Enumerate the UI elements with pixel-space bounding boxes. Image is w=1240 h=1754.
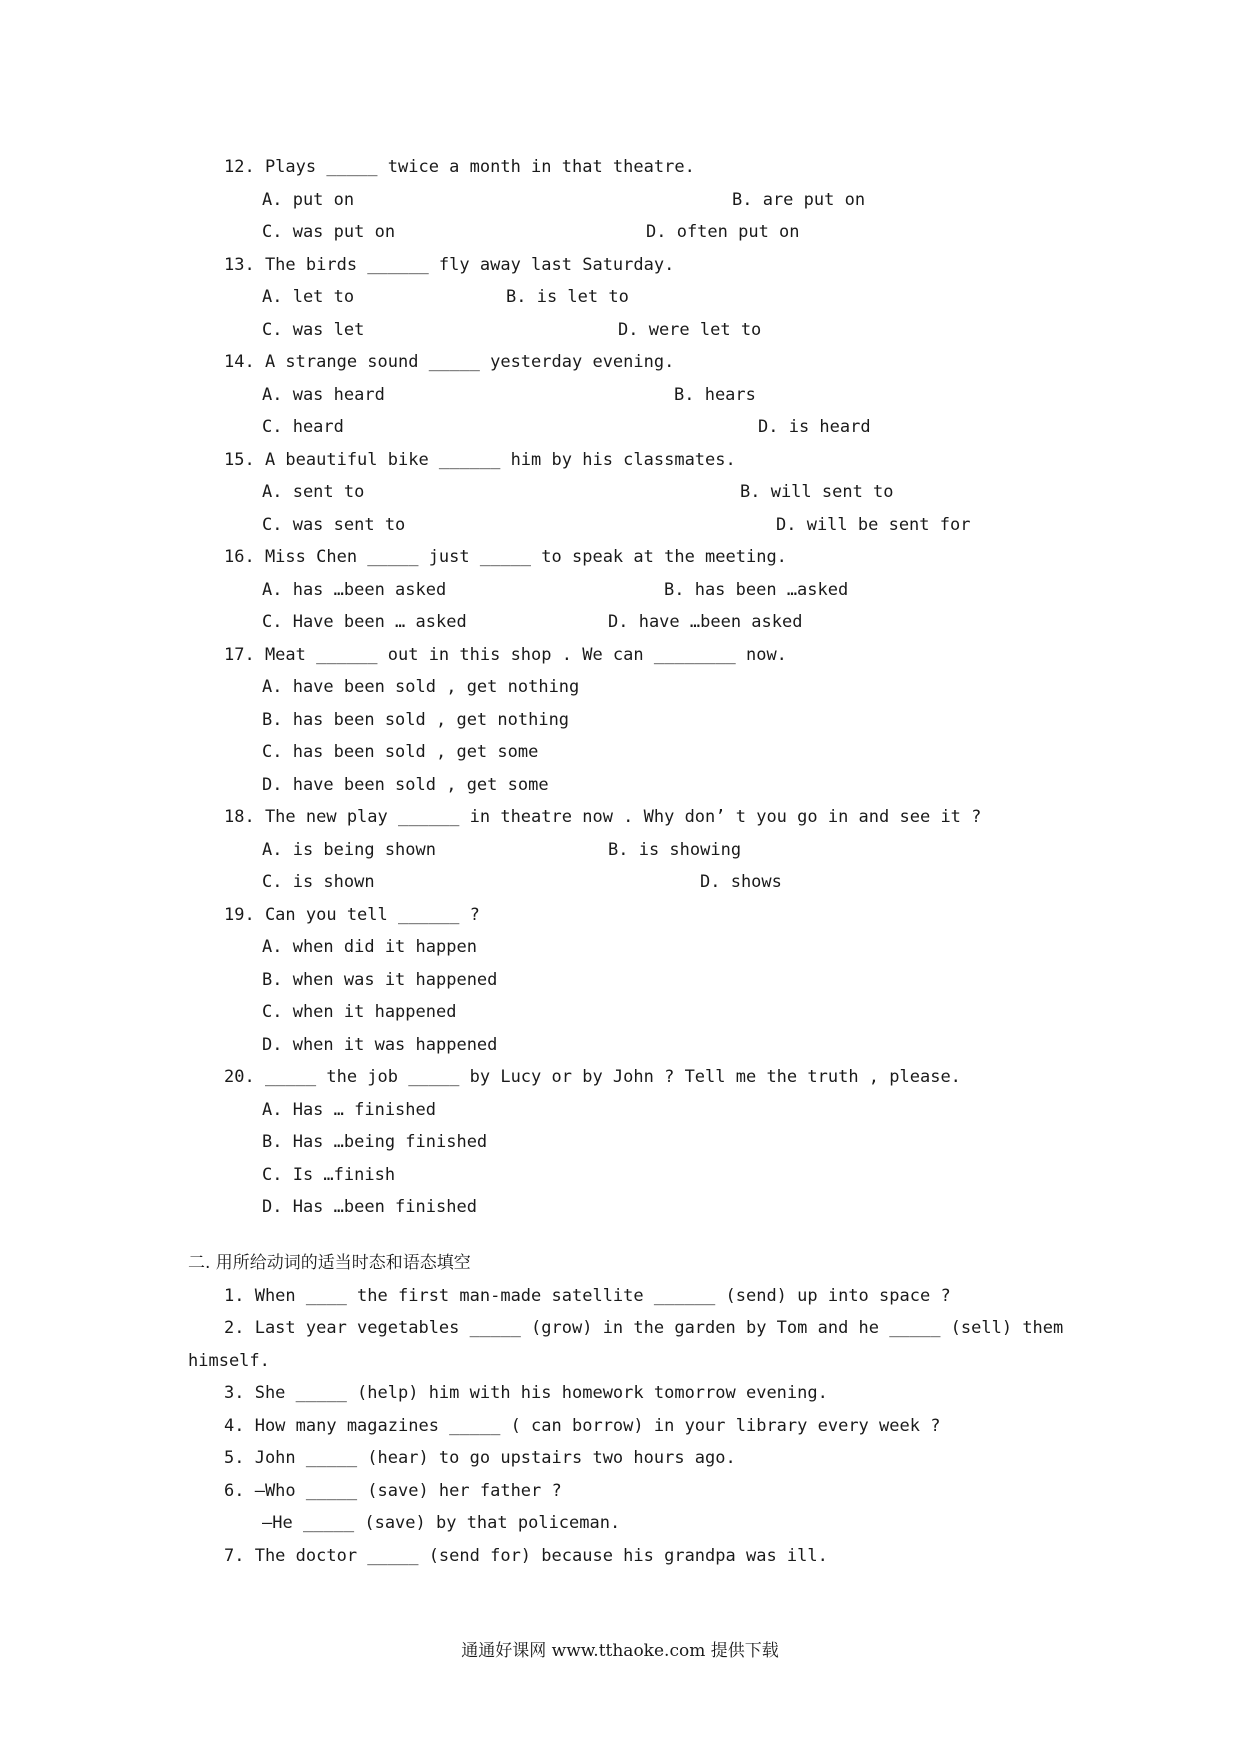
option-a: A. put on xyxy=(262,190,355,210)
question-stem: 13. The birds ______ fly away last Saturday. xyxy=(224,255,675,275)
fill-item-3: 3. She _____ (help) him with his homework tomorrow evening. xyxy=(224,1383,828,1403)
fill-item-6: 6. —Who _____ (save) her father ? xyxy=(224,1481,562,1501)
option-d: D. is heard xyxy=(758,417,871,437)
fill-item-7: 7. The doctor _____ (send for) because his grandpa was ill. xyxy=(224,1546,828,1566)
option-b: B. has been …asked xyxy=(664,580,849,600)
option-d: D. were let to xyxy=(618,320,762,340)
question-stem: 16. Miss Chen _____ just _____ to speak at the meeting. xyxy=(224,547,787,567)
option-b: B. has been sold , get nothing xyxy=(262,710,570,730)
option-b: B. when was it happened xyxy=(262,970,498,990)
fill-item-2-continued: himself. xyxy=(188,1351,270,1371)
fill-item-1: 1. When ____ the first man-made satellite ______ (send) up into space ? xyxy=(224,1286,951,1306)
fill-item-4: 4. How many magazines _____ ( can borrow) in your library every week ? xyxy=(224,1416,941,1436)
option-a: A. have been sold , get nothing xyxy=(262,677,580,697)
option-c: C. Is …finish xyxy=(262,1165,396,1185)
option-c: C. was sent to xyxy=(262,515,406,535)
option-a: A. sent to xyxy=(262,482,365,502)
question-stem: 20. _____ the job _____ by Lucy or by John ? Tell me the truth , please. xyxy=(224,1067,961,1087)
question-stem: 12. Plays _____ twice a month in that theatre. xyxy=(224,157,695,177)
option-b: B. is showing xyxy=(608,840,742,860)
option-c: C. has been sold , get some xyxy=(262,742,539,762)
option-d: D. shows xyxy=(700,872,782,892)
option-a: A. when did it happen xyxy=(262,937,477,957)
option-c: C. was let xyxy=(262,320,365,340)
question-stem: 18. The new play ______ in theatre now . Why don’ t you go in and see it ? xyxy=(224,807,982,827)
option-a: A. let to xyxy=(262,287,355,307)
option-a: A. has …been asked xyxy=(262,580,447,600)
option-a: A. is being shown xyxy=(262,840,436,860)
option-c: C. Have been … asked xyxy=(262,612,467,632)
question-stem: 19. Can you tell ______ ? xyxy=(224,905,480,925)
option-b: B. Has …being finished xyxy=(262,1132,488,1152)
option-c: C. when it happened xyxy=(262,1002,457,1022)
option-d: D. have …been asked xyxy=(608,612,803,632)
fill-item-5: 5. John _____ (hear) to go upstairs two hours ago. xyxy=(224,1448,736,1468)
question-stem: 17. Meat ______ out in this shop . We can ________ now. xyxy=(224,645,787,665)
option-c: C. was put on xyxy=(262,222,396,242)
option-d: D. when it was happened xyxy=(262,1035,498,1055)
option-d: D. will be sent for xyxy=(776,515,971,535)
section-heading: 二. 用所给动词的适当时态和语态填空 xyxy=(188,1253,471,1273)
option-b: B. will sent to xyxy=(740,482,894,502)
question-stem: 15. A beautiful bike ______ him by his classmates. xyxy=(224,450,736,470)
fill-item-6-reply: —He _____ (save) by that policeman. xyxy=(262,1513,621,1533)
option-d: D. Has …been finished xyxy=(262,1197,477,1217)
option-b: B. hears xyxy=(674,385,756,405)
option-a: A. was heard xyxy=(262,385,385,405)
option-c: C. is shown xyxy=(262,872,375,892)
option-d: D. have been sold , get some xyxy=(262,775,549,795)
option-b: B. is let to xyxy=(506,287,629,307)
page-footer: 通通好课网 www.tthaoke.com 提供下载 xyxy=(461,1641,779,1661)
option-b: B. are put on xyxy=(732,190,866,210)
option-c: C. heard xyxy=(262,417,344,437)
option-d: D. often put on xyxy=(646,222,800,242)
question-stem: 14. A strange sound _____ yesterday evening. xyxy=(224,352,675,372)
option-a: A. Has … finished xyxy=(262,1100,436,1120)
fill-item-2: 2. Last year vegetables _____ (grow) in the garden by Tom and he _____ (sell) them xyxy=(224,1318,1064,1338)
